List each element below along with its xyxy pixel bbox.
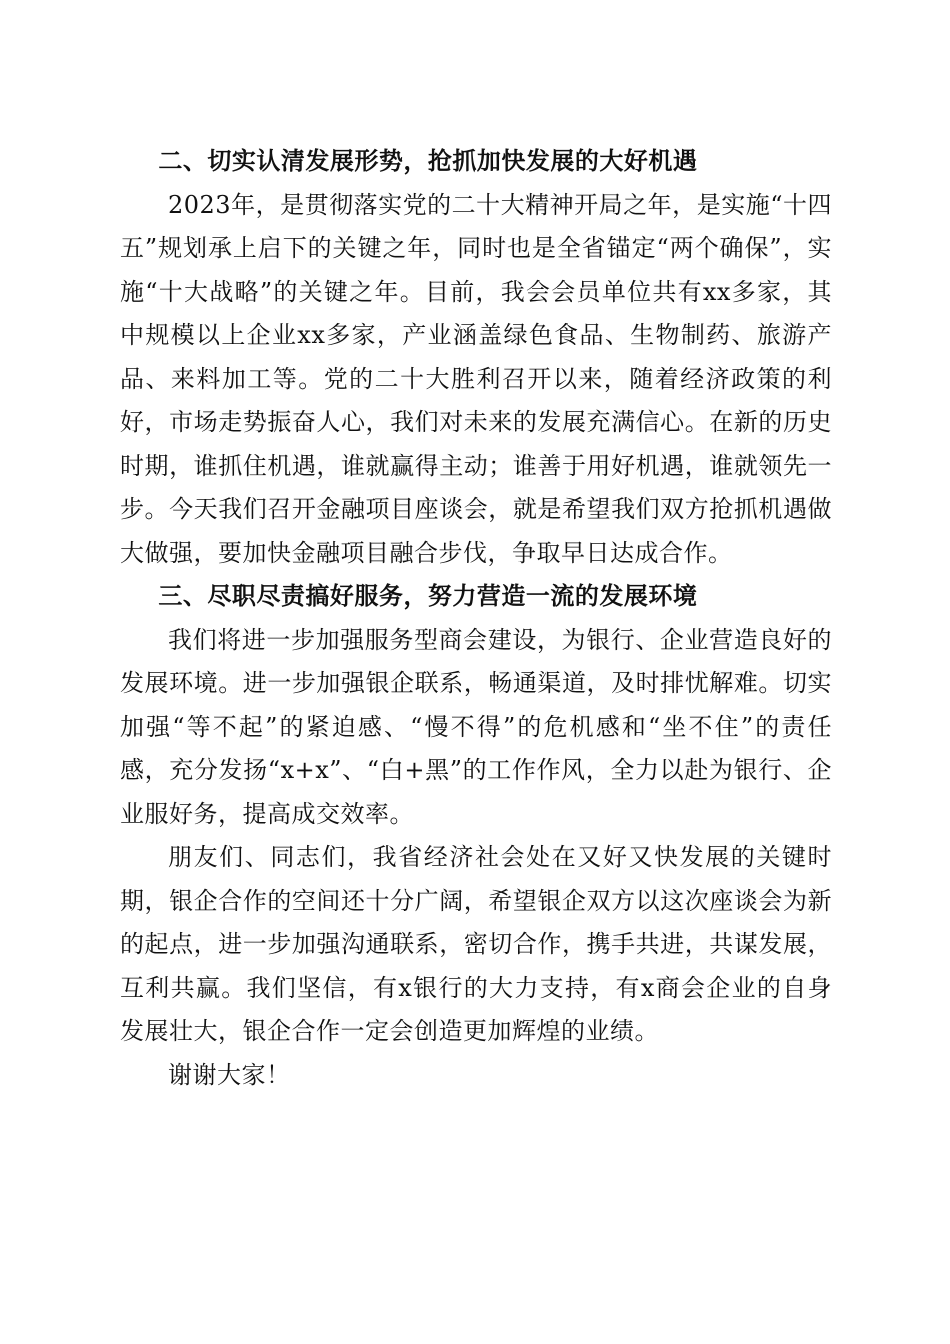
- section-3-paragraph: 我们将进一步加强服务型商会建设，为银行、企业营造良好的发展环境。进一步加强银企联系，畅通渠道，及时排忧解难。切实加强“等不起”的紧迫感、“慢不得”的危机感和“坐不住”的责任感，充分发扬“x+x”、“白+黑”的工作作风，全力以赴为银行、企业服好务，提高成交效率。: [120, 625, 832, 828]
- section-2-heading: 二、切实认清发展形势，抢抓加快发展的大好机遇: [158, 147, 698, 175]
- section-3-heading: 三、尽职尽责搞好服务，努力营造一流的发展环境: [158, 582, 698, 610]
- section-2-paragraph: 2023年，是贯彻落实党的二十大精神开局之年，是实施“十四五”规划承上启下的关键之年，同时也是全省锚定“两个确保”，实施“十大战略”的关键之年。目前，我会会员单位共有xx多家，其中规模以上企业xx多家，产业涵盖绿色食品、生物制药、旅游产品、来料加工等。党的二十大胜利召开以来，随着经济政策的利好，市场走势振奋人心，我们对未来的发展充满信心。在新的历史时期，谁抓住机遇，谁就赢得主动；谁善于用好机遇，谁就领先一步。今天我们召开金融项目座谈会，就是希望我们双方抢抓机遇做大做强，要加快金融项目融合步伐，争取早日达成合作。: [120, 190, 832, 567]
- document-body: [120, 140, 832, 1097]
- thanks-line: 谢谢大家！: [168, 1060, 291, 1089]
- closing-paragraph: 朋友们、同志们，我省经济社会处在又好又快发展的关键时期，银企合作的空间还十分广阔，希望银企双方以这次座谈会为新的起点，进一步加强沟通联系，密切合作，携手共进，共谋发展，互利共赢。我们坚信，有x银行的大力支持，有x商会企业的自身发展壮大，银企合作一定会创造更加辉煌的业绩。: [120, 843, 832, 1045]
